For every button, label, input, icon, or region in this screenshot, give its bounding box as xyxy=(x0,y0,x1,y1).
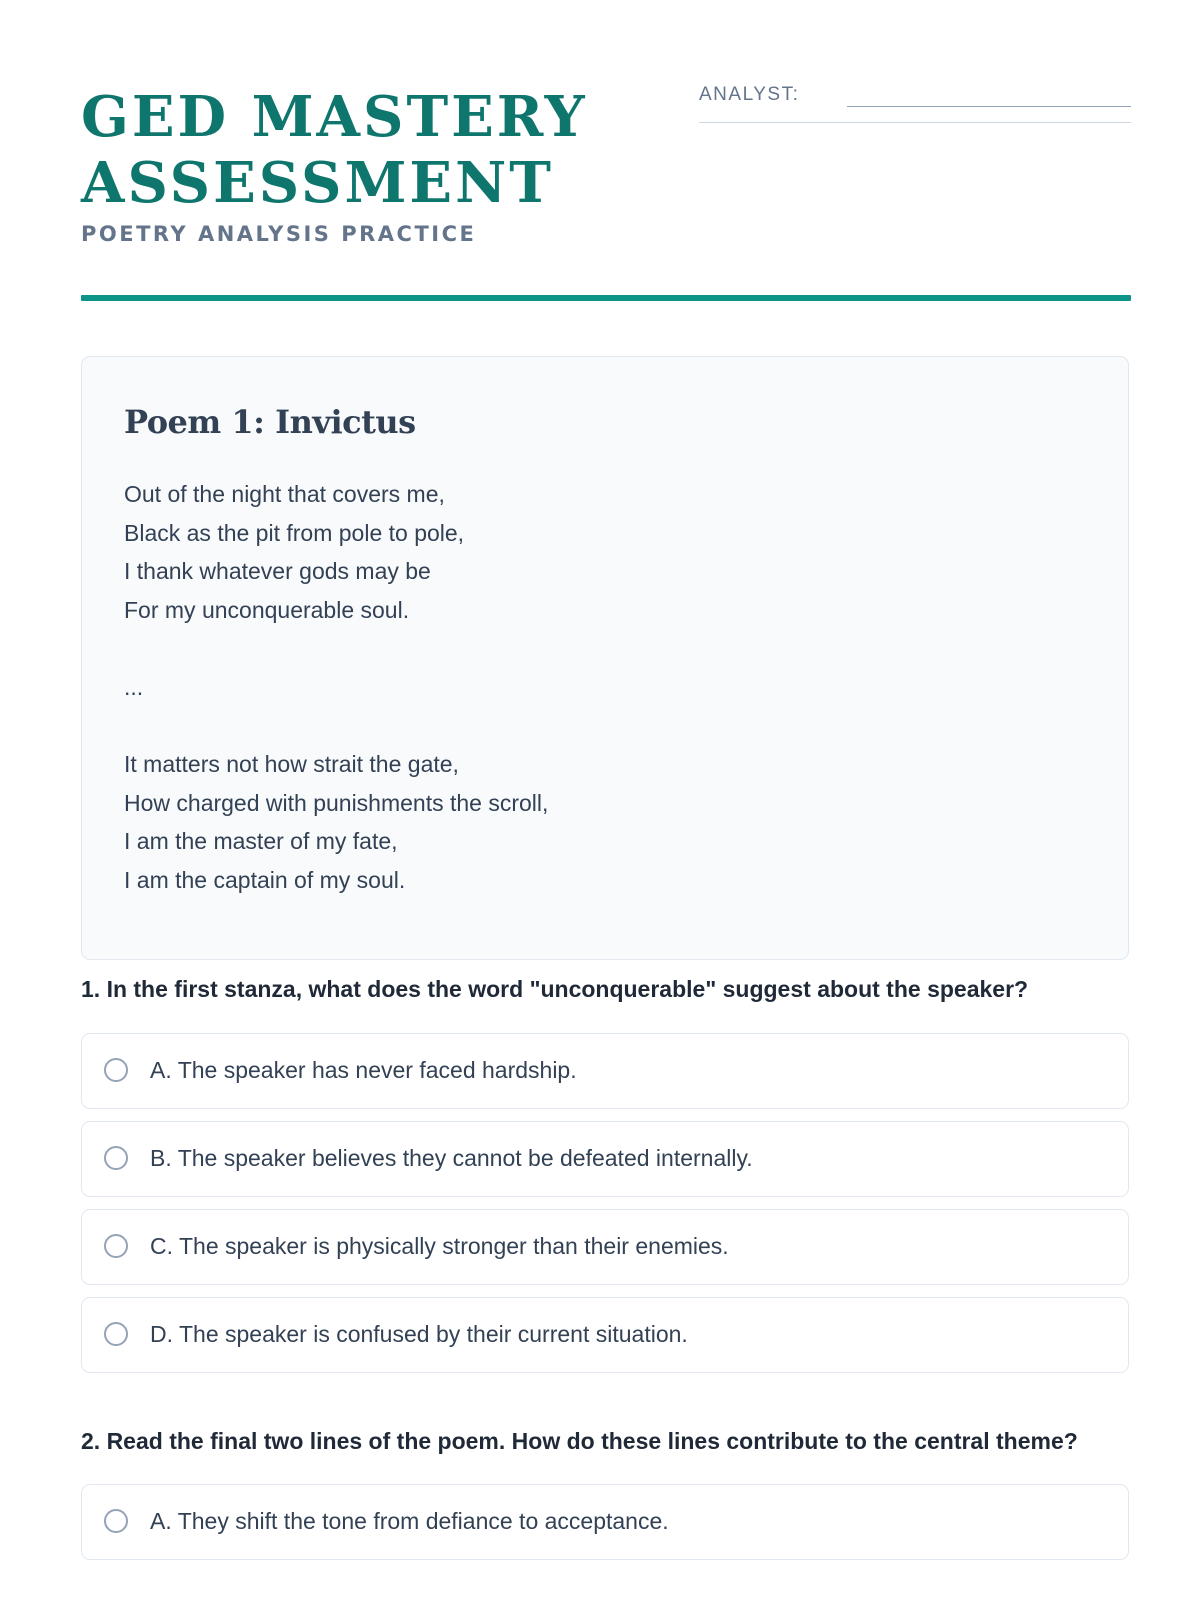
option-label: C. The speaker is physically stronger than their enemies. xyxy=(150,1233,729,1259)
radio-icon[interactable] xyxy=(104,1058,128,1082)
question-1-text: 1. In the first stanza, what does the word "unconquerable" suggest about the speaker? xyxy=(81,976,1029,1002)
poem-line xyxy=(124,707,1024,746)
option-label: D. The speaker is confused by their current situation. xyxy=(150,1321,688,1347)
question-2-option-a[interactable] xyxy=(81,1484,1129,1560)
question-1-option-c[interactable] xyxy=(81,1209,1129,1285)
poem-text xyxy=(124,475,1024,900)
poem-line xyxy=(124,629,1024,668)
poem-line: It matters not how strait the gate, xyxy=(124,751,459,778)
header-divider xyxy=(81,295,1131,301)
poem-line: I am the captain of my soul. xyxy=(124,866,406,893)
poem-line: I am the master of my fate, xyxy=(124,828,398,855)
option-label: B. The speaker believes they cannot be defeated internally. xyxy=(150,1145,753,1171)
option-label: A. They shift the tone from defiance to acceptance. xyxy=(150,1508,669,1534)
title-line-1: GED MASTERY xyxy=(81,84,588,150)
poem-line: Black as the pit from pole to pole, xyxy=(124,519,465,546)
option-label: A. The speaker has never faced hardship. xyxy=(150,1057,577,1083)
radio-icon[interactable] xyxy=(104,1322,128,1346)
radio-icon[interactable] xyxy=(104,1234,128,1258)
page-title xyxy=(81,84,701,216)
question-1-option-a[interactable] xyxy=(81,1033,1129,1109)
question-2-text: 2. Read the final two lines of the poem. How do these lines contribute to the central theme? xyxy=(81,1428,1078,1454)
header xyxy=(81,0,1131,305)
page-subtitle: POETRY ANALYSIS PRACTICE xyxy=(81,222,477,246)
poem-line: For my unconquerable soul. xyxy=(124,596,410,623)
poem-ellipsis: ... xyxy=(124,673,144,700)
poem-line: How charged with punishments the scroll, xyxy=(124,789,549,816)
poem-line: I thank whatever gods may be xyxy=(124,558,431,585)
poem-title: Poem 1: Invictus xyxy=(124,403,416,441)
question-1-option-b[interactable] xyxy=(81,1121,1129,1197)
radio-icon[interactable] xyxy=(104,1509,128,1533)
analyst-label: ANALYST: xyxy=(699,84,800,105)
analyst-input-line[interactable] xyxy=(847,106,1131,107)
radio-icon[interactable] xyxy=(104,1146,128,1170)
title-line-2: ASSESSMENT xyxy=(81,150,554,216)
poem-line: Out of the night that covers me, xyxy=(124,481,445,507)
question-1-option-d[interactable] xyxy=(81,1297,1129,1373)
poem-card xyxy=(81,356,1129,960)
analyst-field xyxy=(699,82,1131,123)
